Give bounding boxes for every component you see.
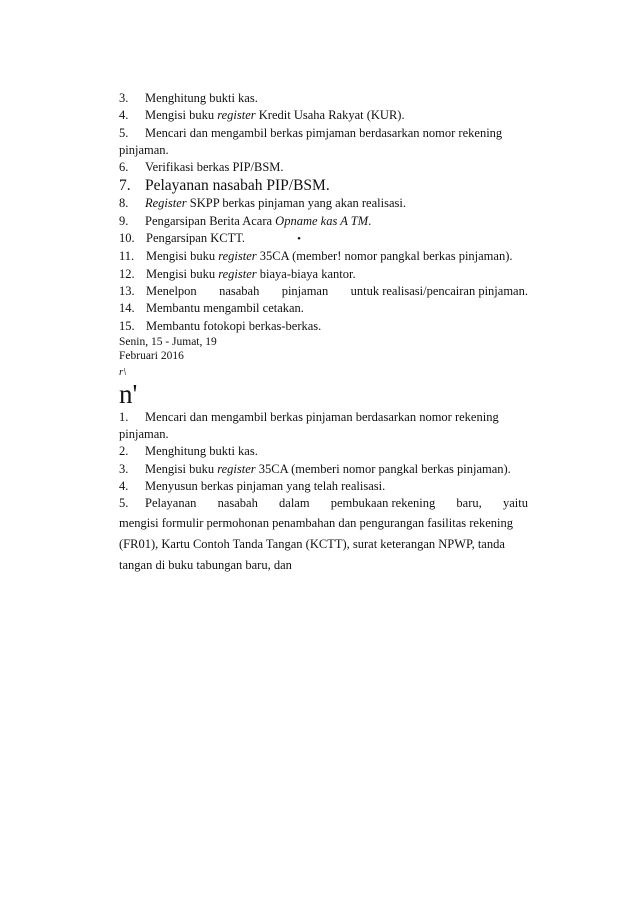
item-text: 35CA (memberi nomor pangkal berkas pinjaman).	[255, 461, 511, 476]
item-number: 4.	[119, 479, 129, 494]
list-item	[119, 478, 539, 495]
item-word: untuk realisasi/pencairan pinjaman.	[350, 283, 528, 298]
item-text: Membantu mengambil cetakan.	[146, 301, 304, 316]
item-italic-term: Register	[145, 196, 187, 211]
list-item	[119, 125, 539, 142]
item-word: dalam	[279, 496, 310, 511]
item-word: yaitu	[502, 496, 528, 511]
paragraph-line: tangan di buku tabungan baru, dan	[119, 557, 292, 572]
item-word: Menelpon	[146, 283, 197, 298]
item-word: baru,	[456, 496, 482, 511]
list-item	[119, 300, 539, 317]
handwritten-mark: r\	[119, 365, 127, 378]
item-number: 3.	[119, 91, 129, 105]
item-number: 15.	[119, 318, 135, 333]
item-number-and-word	[119, 283, 197, 300]
item-number: 4.	[119, 108, 129, 123]
list-item	[119, 176, 539, 195]
list-item	[119, 90, 539, 107]
list-item	[119, 248, 539, 265]
item-word: nasabah	[217, 496, 258, 511]
document-content	[119, 90, 539, 576]
item-text: biaya-biaya kantor.	[256, 266, 356, 281]
list-item	[119, 107, 539, 124]
list-item	[119, 213, 539, 230]
item-text: Mencari dan mengambil berkas pimjaman berdasarkan nomor rekening	[145, 125, 503, 140]
item-number: 1.	[119, 409, 129, 424]
paragraph-line: mengisi formulir permohonan penambahan dan pengurangan fasilitas rekening	[119, 515, 513, 530]
list-item	[119, 495, 528, 512]
item-text: Pelayanan nasabah PIP/BSM.	[145, 177, 330, 195]
item-text: Menghitung bukti kas.	[145, 91, 258, 105]
item-number: 13.	[119, 283, 135, 298]
list-item-continuation	[119, 142, 539, 159]
item-text: Menyusun berkas pinjaman yang telah realisasi.	[145, 479, 386, 494]
item-number: 6.	[119, 160, 129, 175]
list-item-continuation	[119, 426, 539, 443]
item-number: 5.	[119, 125, 129, 140]
paragraph-line: (FR01), Kartu Contoh Tanda Tangan (KCTT), surat keterangan NPWP, tanda	[119, 536, 505, 551]
item-word: Pelayanan	[145, 496, 197, 511]
item-text: Mengisi buku	[146, 266, 219, 281]
item-number: 8.	[119, 196, 129, 211]
list-item	[119, 283, 528, 300]
item-number: 2.	[119, 444, 129, 459]
item-text: Mencari dan mengambil berkas pinjaman berdasarkan nomor rekening	[145, 409, 499, 424]
handwritten-mark: n'	[119, 378, 138, 409]
item-text: Pengarsipan KCTT.	[146, 231, 246, 246]
list-item	[119, 230, 539, 248]
item-number: 14.	[119, 301, 135, 316]
list-item	[119, 409, 539, 426]
bullet-dot: •	[297, 233, 301, 246]
item-number: 10.	[119, 231, 135, 246]
item-number: 5.	[119, 496, 129, 511]
item-italic-term: register	[217, 461, 256, 476]
item-text: Membantu fotokopi berkas-berkas.	[146, 318, 322, 333]
item-italic-term: Opname kas A TM	[275, 213, 369, 228]
item-text: pinjaman.	[119, 427, 169, 442]
item-number: 12.	[119, 266, 135, 281]
item-text: Pengarsipan Berita Acara	[145, 213, 276, 228]
item-text: .	[368, 213, 372, 228]
item-number-and-word	[119, 495, 196, 512]
item-number: 7.	[119, 177, 131, 195]
item-text: Verifikasi berkas PIP/BSM.	[145, 160, 284, 175]
item-italic-term: register	[218, 266, 257, 281]
item-text: Mengisi buku	[145, 108, 218, 123]
list-item	[119, 195, 539, 212]
item-text: Kredit Usaha Rakyat (KUR).	[255, 108, 405, 123]
list-item	[119, 266, 539, 283]
item-text: Menghitung bukti kas.	[145, 444, 258, 459]
list-item	[119, 318, 539, 335]
item-italic-term: register	[218, 249, 257, 264]
item-number: 3.	[119, 461, 129, 476]
date-range-line: Senin, 15 - Jumat, 19	[119, 335, 217, 348]
item-word: pinjaman	[281, 283, 329, 298]
item-text: Mengisi buku	[145, 461, 218, 476]
item-word: nasabah	[219, 283, 260, 298]
list-item	[119, 159, 539, 176]
item-text: 35CA (member! nomor pangkal berkas pinjaman).	[256, 249, 513, 264]
date-range-line: Februari 2016	[119, 349, 184, 362]
item-text: pinjaman.	[119, 142, 169, 157]
item-number: 11.	[119, 249, 135, 264]
item-text: Mengisi buku	[146, 249, 219, 264]
item-word: pembukaan rekening	[330, 496, 436, 511]
item-number: 9.	[119, 213, 129, 228]
item-text: SKPP berkas pinjaman yang akan realisasi.	[186, 196, 406, 211]
item-italic-term: register	[217, 108, 256, 123]
list-item	[119, 461, 539, 478]
list-item	[119, 443, 539, 460]
